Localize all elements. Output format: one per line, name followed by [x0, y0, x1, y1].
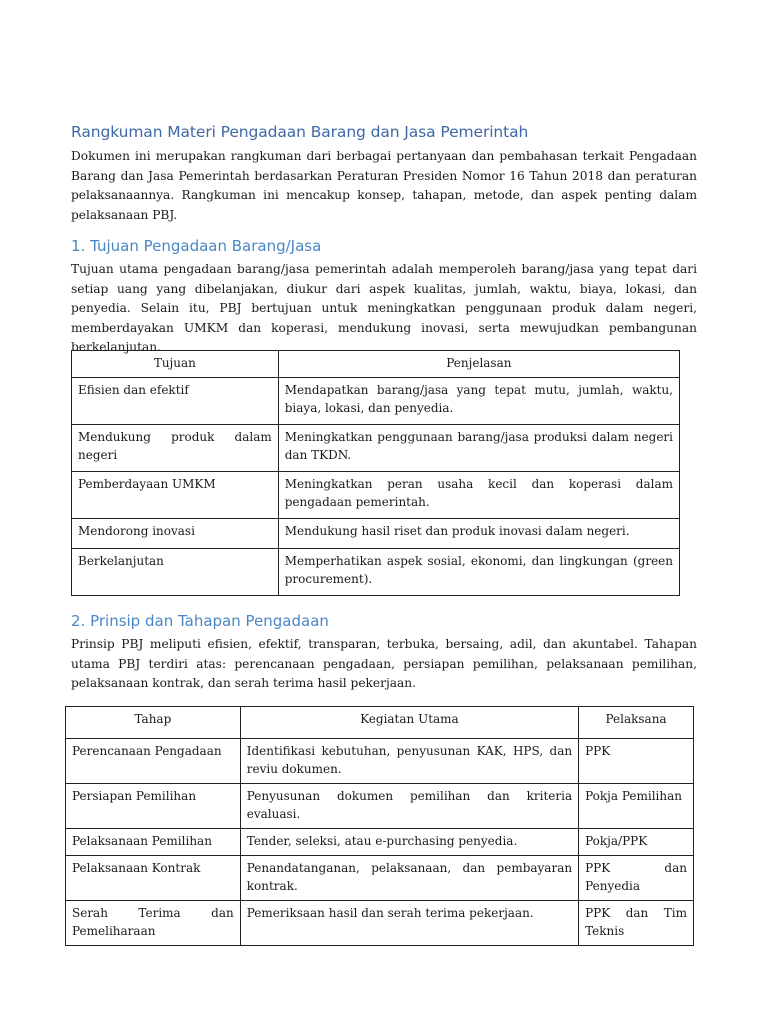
- table-row: [72, 472, 680, 519]
- tujuan-table: [71, 350, 680, 596]
- table-row: [72, 425, 680, 472]
- table-cell: PPK dan Penyedia: [579, 856, 694, 901]
- table-row: [72, 549, 680, 596]
- table-row: [66, 739, 694, 784]
- table-cell: PPK dan Tim Teknis: [579, 901, 694, 946]
- table-cell: Identifikasi kebutuhan, penyusunan KAK, HPS, dan reviu dokumen.: [240, 739, 578, 784]
- tahapan-table: [65, 706, 694, 946]
- table-cell: Pelaksanaan Kontrak: [66, 856, 241, 901]
- table-cell: Pemeriksaan hasil dan serah terima pekerjaan.: [240, 901, 578, 946]
- table-header-row: [72, 351, 680, 378]
- section1-heading: 1. Tujuan Pengadaan Barang/Jasa: [71, 237, 322, 255]
- table-row: [66, 784, 694, 829]
- section2-paragraph: Prinsip PBJ meliputi efisien, efektif, transparan, terbuka, bersaing, adil, dan akuntabel. Tahapan utama PBJ terdiri atas: perencanaan pengadaan, persiapan pemilihan, pelaksanaan pemilihan, pelaksanaan kontrak, dan serah terima hasil pekerjaan.: [71, 637, 697, 690]
- table-header-cell: Penjelasan: [278, 351, 679, 378]
- table-cell: Mendukung hasil riset dan produk inovasi dalam negeri.: [278, 519, 679, 549]
- table-header-row: [66, 707, 694, 739]
- table-cell: Perencanaan Pengadaan: [66, 739, 241, 784]
- table-cell: PPK: [579, 739, 694, 784]
- table-cell: Meningkatkan peran usaha kecil dan koperasi dalam pengadaan pemerintah.: [278, 472, 679, 519]
- table-cell: Pokja Pemilihan: [579, 784, 694, 829]
- table-cell: Pelaksanaan Pemilihan: [66, 829, 241, 856]
- table-cell: Meningkatkan penggunaan barang/jasa produksi dalam negeri dan TKDN.: [278, 425, 679, 472]
- table-cell: Efisien dan efektif: [72, 378, 279, 425]
- table-cell: Penandatanganan, pelaksanaan, dan pembayaran kontrak.: [240, 856, 578, 901]
- table-header-cell: Tujuan: [72, 351, 279, 378]
- table-cell: Penyusunan dokumen pemilihan dan kriteria evaluasi.: [240, 784, 578, 829]
- table-cell: Memperhatikan aspek sosial, ekonomi, dan lingkungan (green procurement).: [278, 549, 679, 596]
- table-row: [66, 901, 694, 946]
- cell-text: Mendukung produk dalam negeri: [78, 430, 272, 462]
- table-cell: Berkelanjutan: [72, 549, 279, 596]
- section2-heading: 2. Prinsip dan Tahapan Pengadaan: [71, 612, 329, 630]
- table-header-cell: Pelaksana: [579, 707, 694, 739]
- table-cell: Mendorong inovasi: [72, 519, 279, 549]
- table-cell: Persiapan Pemilihan: [66, 784, 241, 829]
- table-row: [72, 378, 680, 425]
- intro-paragraph: Dokumen ini merupakan rangkuman dari berbagai pertanyaan dan pembahasan terkait Pengadaan Barang dan Jasa Pemerintah berdasarkan Peraturan Presiden Nomor 16 Tahun 2018 dan peraturan pelaksanaannya. Rangkuman ini mencakup konsep, tahapan, metode, dan aspek penting dalam pelaksanaan PBJ.: [71, 149, 697, 222]
- table-header-cell: Kegiatan Utama: [240, 707, 578, 739]
- table-cell: Tender, seleksi, atau e-purchasing penyedia.: [240, 829, 578, 856]
- table-row: [66, 856, 694, 901]
- table-row: [72, 519, 680, 549]
- table-cell: Mendapatkan barang/jasa yang tepat mutu, jumlah, waktu, biaya, lokasi, dan penyedia.: [278, 378, 679, 425]
- table-cell: [72, 425, 279, 472]
- section1-paragraph: Tujuan utama pengadaan barang/jasa pemerintah adalah memperoleh barang/jasa yang tepat dari setiap uang yang dibelanjakan, diukur dari aspek kualitas, jumlah, waktu, biaya, lokasi, dan penyedia. Selain itu, PBJ bertujuan untuk meningkatkan penggunaan produk dalam negeri, memberdayakan UMKM dan koperasi, mendukung inovasi, serta mewujudkan pembangunan berkelanjutan.: [71, 262, 697, 354]
- table-row: [66, 829, 694, 856]
- table-cell: Pemberdayaan UMKM: [72, 472, 279, 519]
- document-title: Rangkuman Materi Pengadaan Barang dan Jasa Pemerintah: [71, 123, 529, 141]
- table-cell: Serah Terima dan Pemeliharaan: [66, 901, 241, 946]
- table-header-cell: Tahap: [66, 707, 241, 739]
- table-cell: Pokja/PPK: [579, 829, 694, 856]
